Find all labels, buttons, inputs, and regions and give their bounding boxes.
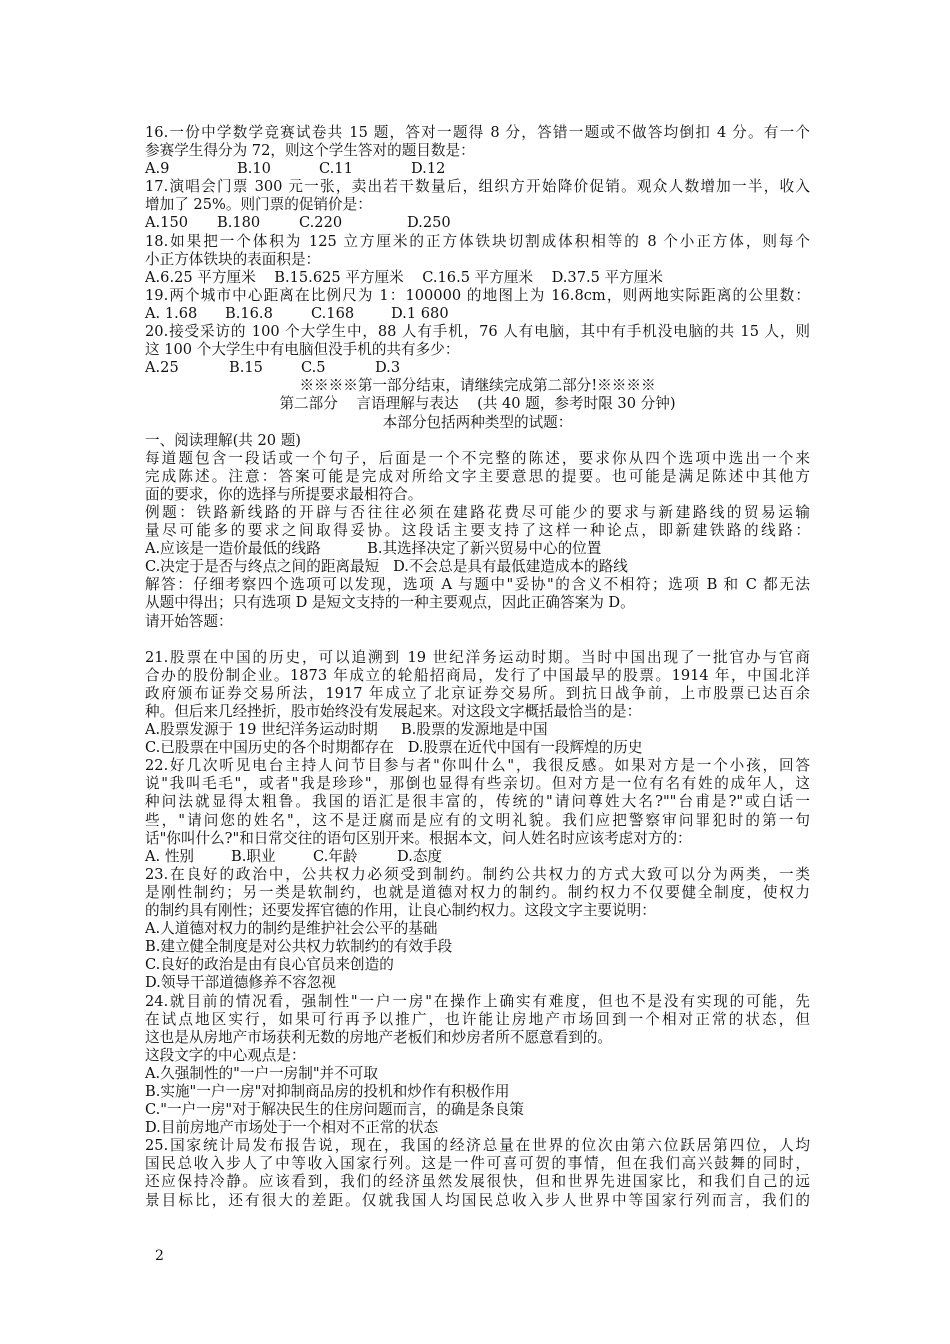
q19-option-d: D.1 680 <box>391 304 449 322</box>
q22-option-d: D.态度 <box>397 847 443 865</box>
reading-section-heading: 一、阅读理解(共 20 题) <box>145 431 301 449</box>
q16-line-1: 16.一份中学数学竞赛试卷共 15 题，答对一题得 8 分，答错一题或不做答均倒扣 4 分。有一个 <box>145 124 810 141</box>
q24-option-c: C."一户一房"对于解决民生的住房问题而言，的确是条良策 <box>145 1101 524 1119</box>
q17-option-b: B.180 <box>217 214 261 232</box>
q17-options <box>145 214 810 232</box>
q20-line-1: 20.接受采访的 100 个大学生中，88 人有手机，76 人有电脑，其中有手机没电脑的共 15 人，则 <box>145 323 810 341</box>
q17-line-1: 17.演唱会门票 300 元一张，卖出若干数量后，组织方开始降价促销。观众人数增加一半，收入 <box>145 178 810 196</box>
q24-option-b: B.实施"一户一房"对抑制商品房的投机和炒作有积极作用 <box>145 1082 510 1100</box>
instructions-line-2: 完成陈述。注意：答案可能是完成对所给文字主要意思的提要。也可能是满足陈述中其他方 <box>145 467 810 485</box>
example-options-cd: C.决定于是否与终点之间的距离最短 D.不会总是具有最低建造成本的路线 <box>145 558 628 576</box>
q22-line-5: 话"你叫什么?"和日常交往的语句区别开来。根据本文，问人姓名时应该考虑对方的： <box>145 829 692 847</box>
q19-option-c: C.168 <box>311 304 355 322</box>
q24-line-1: 24.就目前的情况看，强制性"一户一房"在操作上确实有难度，但也不是没有实现的可能，先 <box>145 992 810 1010</box>
q24-line-2: 在试点地区实行，如果可行再予以推广，也许能让房地产市场回到一个相对正常的状态，但 <box>145 1010 810 1028</box>
start-answering: 请开始答题： <box>145 612 233 630</box>
q21-line-4: 种。但后来几经挫折，股市始终没有发展起来。对这段文字概括最恰当的是： <box>145 703 642 720</box>
part-two-title: 第二部分 言语理解与表达 (共 40 题，参考时限 30 分钟) <box>279 395 676 413</box>
q21-line-3: 政府颁布证券交易所法，1917 年成立了北京证券交易所。到抗日战争前，上市股票已达百余 <box>145 684 810 702</box>
q20-option-a: A.25 <box>145 359 179 377</box>
q21-line-2: 合办的股份制企业。1873 年成立的轮船招商局，发行了中国最早的股票。1914 年，中国北洋 <box>145 666 810 684</box>
q22-option-b: B.职业 <box>231 847 276 865</box>
q18-options: A.6.25 平方厘米 B.15.625 平方厘米 C.16.5 平方厘米 D.37.5 平方厘米 <box>145 268 663 286</box>
q25-line-2: 国民总收入步人了中等收入国家行列。这是一件可喜可贺的事情，但在我们高兴鼓舞的同时， <box>145 1155 810 1173</box>
q24-option-d: D.目前房地产市场处于一个相对不正常的状态 <box>145 1119 439 1137</box>
q20-option-b: B.15 <box>229 359 263 377</box>
q16-options <box>145 160 810 178</box>
q22-option-a: A. 性别 <box>145 847 195 865</box>
q21-options-ab: A.股票发源于 19 世纪洋务运动时期 B.股票的发源地是中国 <box>145 721 548 739</box>
q20-options <box>145 359 810 377</box>
q22-line-4: 些，"请问您的姓名"，这不是迂腐而是应有的文明礼貌。我们应把警察审问罪犯时的第一句 <box>145 811 810 829</box>
q19-option-b: B.16.8 <box>225 304 273 322</box>
q18-line-2: 小正方体铁块的表面积是： <box>145 250 321 268</box>
q16-option-a: A.9 <box>145 160 170 178</box>
q22-line-2: 说"我叫毛毛"，或者"我是珍珍"，那倒也显得有些亲切。但对方是一位有名有姓的成年人，这 <box>145 775 810 793</box>
q24-line-3: 这也是从房地产市场获利无数的房地产老板们和炒房者所不愿意看到的。 <box>145 1028 613 1046</box>
q17-line-2: 增加了 25%。则门票的促销价是： <box>145 196 372 214</box>
q24-line-4: 这段文字的中心观点是： <box>145 1046 306 1064</box>
example-line-2: 量尽可能多的要求之间取得妥协。这段话主要支持了这样一种论点，即新建铁路的线路： <box>145 522 810 540</box>
q23-option-b: B.建立健全制度是对公共权力软制约的有效手段 <box>145 938 453 956</box>
q22-option-c: C.年龄 <box>313 847 358 865</box>
example-answer-line-1: 解答：仔细考察四个选项可以发现，选项 A 与题中"妥协"的含义不相符；选项 B 和 C 都无法 <box>145 576 810 594</box>
q19-options <box>145 305 810 323</box>
example-answer-line-2: 从题中得出；只有选项 D 是短文支持的一种主要观点，因此正确答案为 D。 <box>145 594 635 612</box>
question-types-note: 本部分包括两种类型的试题： <box>382 413 573 431</box>
q23-line-1: 23.在良好的政治中，公共权力必须受到制约。制约公共权力的方式大致可以分为两类，一类 <box>145 865 810 883</box>
part-one-end-notice: ※※※※第一部分结束，请继续完成第二部分!※※※※ <box>299 377 656 395</box>
q20-option-d: D.3 <box>375 359 401 377</box>
q19-line-1: 19.两个城市中心距离在比例尺为 1：100000 的地图上为 16.8cm，则两地实际距离的公里数： <box>145 286 810 304</box>
q22-line-1: 22.好几次听见电台主持人问节目参与者"你叫什么"，我很反感。如果对方是一个小孩，回答 <box>145 757 810 775</box>
q17-option-c: C.220 <box>299 214 343 232</box>
example-line-1: 例题：铁路新线路的开辟与否往往必须在建路花费尽可能少的要求与新建路线的贸易运输 <box>145 503 810 521</box>
q20-option-c: C.5 <box>301 359 326 377</box>
q23-option-d: D.领导干部道德修养不容忽视 <box>145 974 336 992</box>
page-content <box>145 124 810 1210</box>
q22-line-3: 种问法就显得太粗鲁。我国的语汇是很丰富的，传统的"请问尊姓大名?""台甫是?"或白话一 <box>145 793 810 811</box>
q16-line-2: 参赛学生得分为 72，则这个学生答对的题目数是： <box>145 142 475 160</box>
q24-option-a: A.久强制性的"一户一房制"并不可取 <box>145 1064 378 1082</box>
spacer <box>145 631 810 649</box>
q21-options-cd: C.已股票在中国历史的各个时期都存在 D.股票在近代中国有一段辉煌的历史 <box>145 739 643 757</box>
q23-option-c: C.良好的政治是由有良心官员来创造的 <box>145 956 394 974</box>
q19-option-a: A. 1.68 <box>145 304 198 322</box>
q23-option-a: A.人道德对权力的制约是维护社会公平的基础 <box>145 920 438 938</box>
q25-line-1: 25.国家统计局发布报告说，现在，我国的经济总量在世界的位次由第六位跃居第四位，人均 <box>145 1137 810 1155</box>
q25-line-4: 景目标比，还有很大的差距。仅就我国人均国民总收入步人世界中等国家行列而言，我们的 <box>145 1191 810 1209</box>
q20-line-2: 这 100 个大学生中有电脑但没手机的共有多少： <box>145 341 460 359</box>
q16-option-d: D.12 <box>411 160 446 178</box>
q21-line-1: 21.股票在中国的历史，可以追溯到 19 世纪洋务运动时期。当时中国出现了一批官办与官商 <box>145 648 810 666</box>
q25-line-3: 还应保持冷静。应该看到，我们的经济虽然发展很快，但和世界先进国家比，和我们自己的远 <box>145 1173 810 1191</box>
q23-line-2: 是刚性制约；另一类是软制约，也就是道德对权力的制约。制约权力不仅要健全制度，使权力 <box>145 883 810 901</box>
page-number: 2 <box>155 1248 164 1264</box>
q17-option-a: A.150 <box>145 214 189 232</box>
q17-option-d: D.250 <box>407 214 451 232</box>
instructions-line-3: 面的要求，你的选择与所提要求最相符合。 <box>145 485 423 503</box>
q22-options <box>145 848 810 866</box>
example-options-ab: A.应该是一造价最低的线路 B.其选择决定了新兴贸易中心的位置 <box>145 540 602 558</box>
q18-line-1: 18.如果把一个体积为 125 立方厘米的正方体铁块切割成体积相等的 8 个小正方体，则每个 <box>145 232 810 250</box>
q16-option-b: B.10 <box>237 160 271 178</box>
instructions-line-1: 每道题包含一段话或一个句子，后面是一个不完整的陈述，要求你从四个选项中选出一个来 <box>145 449 810 467</box>
q16-option-c: C.11 <box>319 160 353 178</box>
q23-line-3: 的制约具有刚性；还要发挥官德的作用，让良心制约权力。这段文字主要说明： <box>145 902 656 920</box>
